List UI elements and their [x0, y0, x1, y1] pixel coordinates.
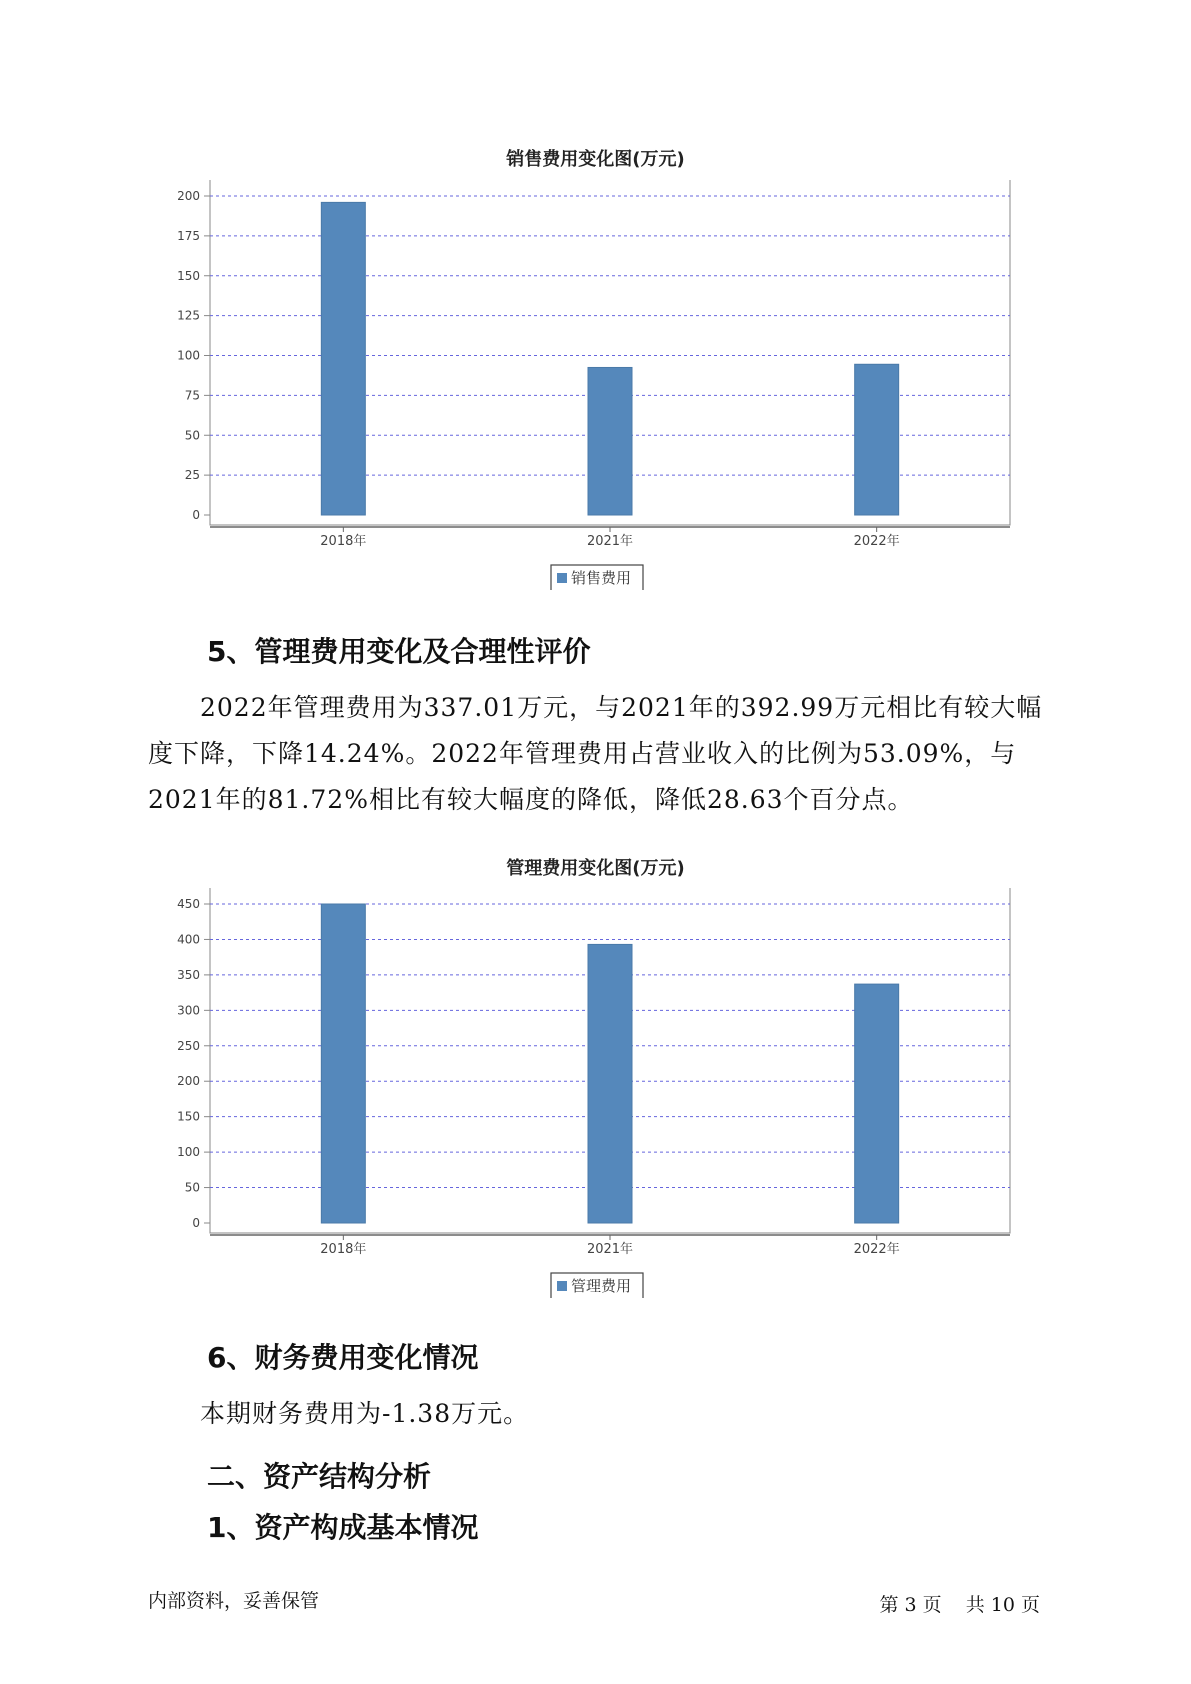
total-pages: 10 — [990, 1594, 1015, 1616]
section6-heading: 6、财务费用变化情况 — [207, 1341, 479, 1374]
chart2-ytick-label: 300 — [177, 1003, 200, 1018]
chart1-ytick-label: 75 — [184, 388, 200, 403]
chart1-ytick-label: 25 — [184, 468, 200, 483]
total-label-1: 共 — [965, 1594, 985, 1616]
chart2-ytick-label: 0 — [192, 1216, 200, 1230]
total-label-2: 页 — [1020, 1594, 1040, 1616]
chart1-ytick-label: 150 — [177, 268, 200, 283]
chart1-title: 销售费用变化图(万元) — [506, 149, 685, 170]
chart1-xtick-label: 2021年 — [586, 534, 634, 549]
chart2-bar — [588, 944, 632, 1223]
page-label-1: 第 — [879, 1594, 899, 1616]
chart1-ytick-label: 175 — [177, 228, 200, 243]
chart2 — [0, 888, 1191, 1298]
chart2-ytick-label: 200 — [177, 1074, 200, 1089]
footer-confidential: 内部资料，妥善保管 — [148, 1590, 320, 1612]
chart2-bar — [321, 904, 365, 1223]
chart1-ytick-label: 100 — [177, 348, 200, 363]
chart1-bar — [588, 367, 632, 515]
chart1-legend-swatch — [557, 573, 567, 583]
section5-text: 2022年管理费用为337.01万元，与2021年的392.99万元相比有较大幅度下降，下降14.24%。2022年管理费用占营业收入的比例为53.09%，与2021年的81.72%相比有较大幅度的降低，降低28.63个百分点。 — [148, 693, 1043, 814]
chart1-bar — [855, 364, 899, 515]
chart2-ytick-label: 50 — [184, 1180, 200, 1195]
chart2-ytick-label: 100 — [177, 1145, 200, 1160]
chart2-ytick-label: 150 — [177, 1109, 200, 1124]
chart2-ytick-label: 400 — [177, 932, 200, 947]
chart2-bar — [855, 984, 899, 1223]
part2-sub1-heading: 1、资产构成基本情况 — [207, 1511, 479, 1544]
chart2-ytick-label: 250 — [177, 1038, 200, 1053]
chart1-ytick-label: 200 — [177, 189, 200, 203]
chart2-ytick-label: 450 — [177, 897, 200, 911]
chart2-legend-swatch — [557, 1281, 567, 1291]
chart2-xtick-label: 2022年 — [853, 1242, 900, 1257]
chart1-bar — [321, 202, 365, 515]
chart1-xtick-label: 2022年 — [853, 534, 900, 549]
chart2-legend-label: 管理费用 — [571, 1277, 632, 1295]
chart1-ytick-label: 0 — [192, 508, 200, 522]
chart2-ytick-label: 350 — [177, 967, 200, 982]
page-label-2: 页 — [922, 1594, 942, 1616]
section5-heading: 5、管理费用变化及合理性评价 — [207, 635, 591, 668]
chart2-title: 管理费用变化图(万元) — [506, 858, 685, 879]
chart1-ytick-label: 50 — [184, 428, 200, 443]
part2-heading: 二、资产结构分析 — [207, 1460, 432, 1493]
chart2-xtick-label: 2021年 — [586, 1242, 634, 1257]
chart1-ytick-label: 125 — [177, 308, 200, 323]
footer-page-info — [877, 1590, 1043, 1617]
section6-text: 本期财务费用为-1.38万元。 — [200, 1399, 530, 1428]
page-number: 3 — [904, 1594, 917, 1616]
chart1-legend-label: 销售费用 — [571, 569, 632, 587]
chart1-xtick-label: 2018年 — [320, 534, 367, 549]
chart2-xtick-label: 2018年 — [320, 1242, 367, 1257]
chart1 — [0, 180, 1191, 590]
